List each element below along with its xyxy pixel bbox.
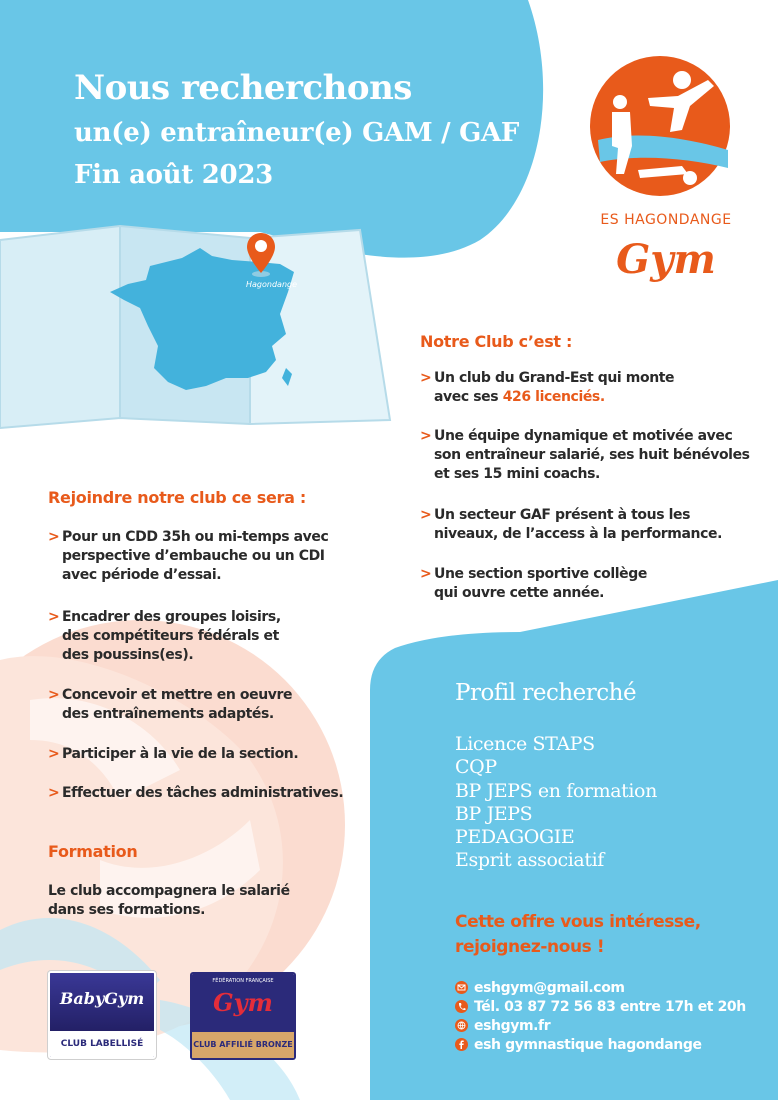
location-pin-icon	[246, 232, 276, 278]
facebook-icon	[455, 1038, 468, 1051]
club-heading: Notre Club c’est :	[420, 332, 573, 351]
profile-item: PEDAGOGIE	[455, 826, 575, 849]
headline: Nous recherchons	[74, 68, 412, 108]
headline-date: Fin août 2023	[74, 160, 273, 190]
france-map-illustration	[0, 218, 400, 436]
list-item: > Une équipe dynamique et motivée avec son entraîneur salarié, ses huit bénévoles et ses 15 mini coachs.	[420, 428, 750, 482]
contact-website[interactable]: eshgym.fr	[455, 1018, 550, 1034]
profile-item: BP JEPS en formation	[455, 779, 657, 802]
join-heading: Rejoindre notre club ce sera :	[48, 488, 306, 507]
club-logo	[578, 50, 754, 300]
profile-list	[455, 733, 657, 873]
contact-facebook[interactable]: esh gymnastique hagondange	[455, 1037, 702, 1053]
email-icon	[455, 981, 468, 994]
profile-item: BP JEPS	[455, 802, 533, 825]
list-item: > Un club du Grand-Est qui monte avec ses 426 licenciés.	[420, 370, 675, 405]
contact-phone[interactable]: Tél. 03 87 72 56 83 entre 17h et 20h	[455, 999, 746, 1015]
ffgym-caption: CLUB AFFILIÉ BRONZE	[192, 1032, 294, 1058]
profile-item: Esprit associatif	[455, 849, 604, 872]
babygym-caption: CLUB LABELLISÉ	[50, 1031, 154, 1057]
headline-position: un(e) entraîneur(e) GAM / GAF	[74, 118, 520, 148]
profile-item: Licence STAPS	[455, 733, 595, 755]
babygym-logo-text: BabyGym	[59, 989, 145, 1008]
globe-icon	[455, 1019, 468, 1032]
club-logo-name: ES HAGONDANGE	[600, 212, 732, 228]
list-item: > Concevoir et mettre en oeuvre des entraînements adaptés.	[48, 687, 293, 722]
list-item: > Pour un CDD 35h ou mi-temps avec perspective d’embauche ou un CDI avec période d’essai.	[48, 529, 329, 583]
licencies-count: 426 licenciés.	[502, 389, 605, 405]
formation-text: Le club accompagnera le salarié dans ses formations.	[48, 883, 290, 918]
ffgym-top-text: FÉDÉRATION FRANÇAISE	[212, 978, 274, 984]
list-item: > Participer à la vie de la section.	[48, 746, 299, 762]
ffgym-logo-text: Gym	[213, 988, 273, 1017]
call-to-action: Cette offre vous intéresse, rejoignez-nous !	[455, 912, 701, 957]
list-item: > Un secteur GAF présent à tous les niveaux, de l’access à la performance.	[420, 507, 723, 542]
list-item: > Effectuer des tâches administratives.	[48, 785, 344, 801]
map-pin-label: Hagondange	[246, 280, 298, 289]
profile-item: CQP	[455, 756, 497, 779]
list-item: > Encadrer des groupes loisirs, des compétiteurs fédérals et des poussins(es).	[48, 609, 281, 663]
ffgym-badge	[190, 972, 296, 1060]
club-logo-gym: Gym	[616, 236, 716, 283]
phone-icon	[455, 1000, 468, 1013]
babygym-badge	[48, 971, 156, 1059]
list-item: > Une section sportive collège qui ouvre cette année.	[420, 566, 647, 601]
contact-email[interactable]: eshgym@gmail.com	[455, 980, 625, 996]
profile-heading: Profil recherché	[455, 680, 637, 706]
formation-heading: Formation	[48, 842, 138, 861]
